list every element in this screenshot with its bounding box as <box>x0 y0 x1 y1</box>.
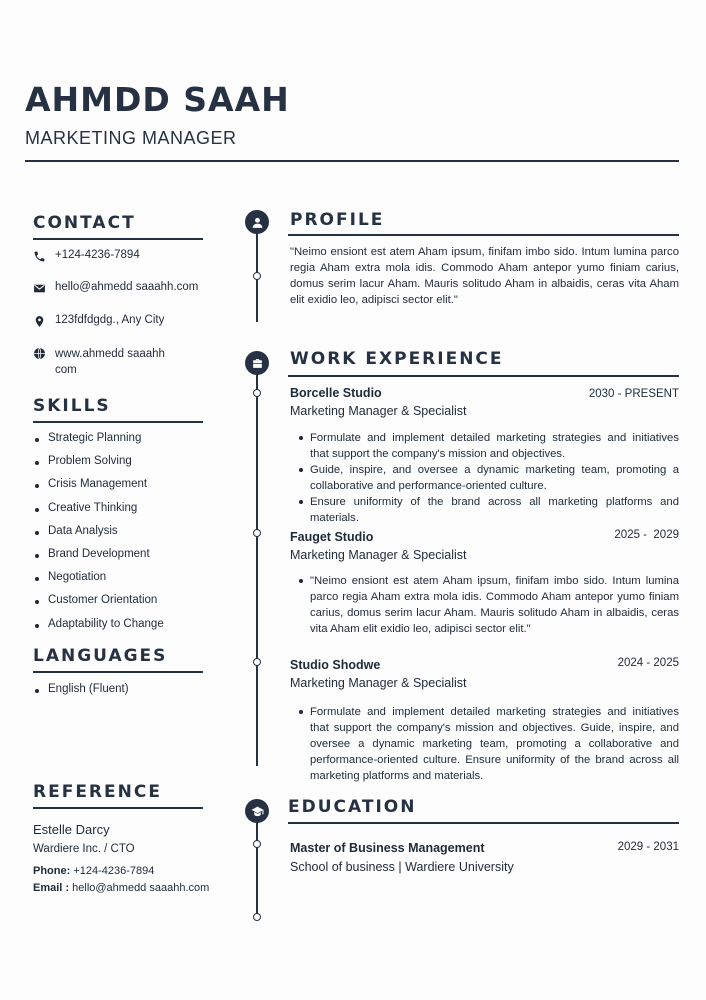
job-date: 2025 - 2029 <box>614 529 679 541</box>
education-heading: EDUCATION <box>288 797 417 817</box>
timeline-dot <box>253 272 261 280</box>
job-company: Borcelle Studio <box>290 386 382 400</box>
contact-heading: CONTACT <box>33 213 136 233</box>
list-item: Adaptability to Change <box>33 618 164 641</box>
reference-phone-value: +124-4236-7894 <box>73 865 155 877</box>
reference-email-value: hello@ahmedd saaahh.com <box>72 882 210 894</box>
experience-divider <box>288 375 679 377</box>
job-date: 2024 - 2025 <box>617 657 679 669</box>
contact-website-line2: com <box>55 364 77 376</box>
languages-heading: LANGUAGES <box>33 646 168 666</box>
profile-heading: PROFILE <box>290 210 385 230</box>
list-item: Formulate and implement detailed marketing strategies and initiatives that support the company's mission and objectives. <box>290 430 679 462</box>
timeline-dot <box>253 389 261 397</box>
skills-list <box>33 432 164 641</box>
list-item: Data Analysis <box>33 525 164 548</box>
list-item: Creative Thinking <box>33 502 164 525</box>
header-divider <box>25 160 679 162</box>
contact-divider <box>33 238 203 240</box>
globe-icon <box>33 347 46 360</box>
job-bullets <box>290 430 679 526</box>
job-company: Studio Shodwe <box>290 658 381 672</box>
contact-address-text: 123fdfdgdg., Any City <box>55 314 165 326</box>
list-item: "Neimo ensiont est atem Aham ipsum, finifam imbo sido. Intum lumina parco regia Aham extra mola idis. Commodo Aham antepor yumo finiam carius, domus serim lacur Aham. Mauris solitudo Aham in albaidis, ceras vita Aham elit exidio leo, adipisci sector elit." <box>290 573 679 637</box>
reference-phone <box>33 865 154 877</box>
contact-email <box>33 281 198 295</box>
reference-company: Wardiere Inc. / CTO <box>33 843 135 855</box>
list-item: Brand Development <box>33 548 164 571</box>
timeline-dot <box>253 529 261 537</box>
timeline-line-experience <box>256 362 258 766</box>
job-role: Marketing Manager & Specialist <box>290 676 467 690</box>
skills-divider <box>33 421 203 423</box>
education-date: 2029 - 2031 <box>617 841 679 853</box>
job-role: Marketing Manager & Specialist <box>290 548 467 562</box>
languages-list <box>33 683 129 706</box>
graduation-cap-icon <box>245 799 269 823</box>
list-item: Problem Solving <box>33 455 164 478</box>
contact-website <box>33 346 165 378</box>
resume-job-title: MARKETING MANAGER <box>25 128 237 148</box>
reference-divider <box>33 807 203 809</box>
reference-heading: REFERENCE <box>33 782 162 802</box>
list-item: Customer Orientation <box>33 594 164 617</box>
list-item: English (Fluent) <box>33 683 129 706</box>
languages-divider <box>33 671 203 673</box>
job-bullets <box>290 704 679 784</box>
skills-heading: SKILLS <box>33 396 111 416</box>
contact-address <box>33 314 164 328</box>
list-item: Crisis Management <box>33 478 164 501</box>
job-role: Marketing Manager & Specialist <box>290 404 467 418</box>
email-icon <box>33 282 46 295</box>
job-date: 2030 - PRESENT <box>588 388 679 400</box>
phone-icon <box>33 250 46 263</box>
profile-text: "Neimo ensiont est atem Aham ipsum, finifam imbo sido. Intum lumina parco regia Aham extra mola idis. Commodo Aham antepor yumo finiam carius, domus serim lacur Aham. Mauris solitudo Aham in albaidis, ceras vita Aham elit exidio leo, adipisci sector elit." <box>290 246 679 306</box>
location-pin-icon <box>33 315 46 328</box>
timeline-line-education <box>256 810 258 917</box>
timeline-dot <box>253 658 261 666</box>
resume-name: AHMDD SAAH <box>25 80 290 119</box>
timeline-dot <box>253 913 261 921</box>
job-bullets <box>290 573 679 637</box>
user-icon <box>245 210 269 234</box>
list-item: Formulate and implement detailed marketing strategies and initiatives that support the company's mission and objectives. Guide, inspire, and oversee a dynamic marketing team, promoting a collaborative and performance-oriented culture. Ensure uniformity of the brand across all marketing platforms and materials. <box>290 704 679 784</box>
education-divider <box>288 822 679 824</box>
reference-email-label: Email : <box>33 882 70 894</box>
timeline-dot <box>253 840 261 848</box>
profile-divider <box>288 234 679 236</box>
education-degree: Master of Business Management <box>290 841 485 855</box>
contact-website-line1: www.ahmedd saaahh <box>55 348 165 360</box>
experience-heading: WORK EXPERIENCE <box>290 349 504 369</box>
list-item: Ensure uniformity of the brand across all marketing platforms and materials. <box>290 494 679 526</box>
list-item: Negotiation <box>33 571 164 594</box>
reference-email <box>33 882 209 894</box>
contact-phone <box>33 249 140 263</box>
job-company: Fauget Studio <box>290 530 374 544</box>
reference-phone-label: Phone: <box>33 865 71 877</box>
briefcase-icon <box>245 351 269 375</box>
reference-name: Estelle Darcy <box>33 822 110 837</box>
list-item: Strategic Planning <box>33 432 164 455</box>
contact-phone-text: +124-4236-7894 <box>55 249 140 261</box>
education-school: School of business | Wardiere University <box>290 860 514 874</box>
contact-email-text: hello@ahmedd saaahh.com <box>55 281 199 293</box>
list-item: Guide, inspire, and oversee a dynamic marketing team, promoting a collaborative and performance-oriented culture. <box>290 462 679 494</box>
